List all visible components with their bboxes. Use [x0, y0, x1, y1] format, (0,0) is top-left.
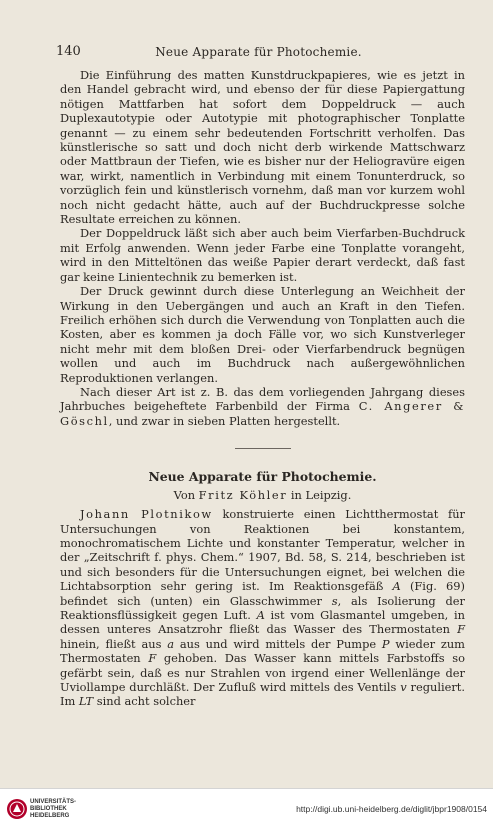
page-content	[60, 68, 465, 709]
paragraph-text: (Fig. 69) befindet sich (unten) ein Glasschwimmer	[60, 579, 465, 608]
library-name-line: BIBLIOTHEK	[30, 806, 67, 812]
author-prefix: Von	[173, 488, 199, 503]
symbol: a	[167, 636, 175, 651]
section-divider	[235, 448, 291, 449]
paragraph-text: , und zwar in sieben Platten hergestellt.	[108, 413, 341, 428]
person-name: Johann Plotnikow	[80, 507, 213, 522]
paragraph	[60, 385, 465, 428]
author-line	[60, 488, 465, 503]
symbol: A	[256, 608, 265, 622]
paragraph: Der Doppeldruck läßt sich aber auch beim Vierfarben-Buchdruck mit Erfolg anwenden. Wenn jeder Farbe eine Tonplatte vorangeht, wird in den Mitteltönen das weiße Papier derart verdeckt, daß fast gar keine Linientechnik zu bemerken ist.	[60, 226, 465, 284]
page-header	[56, 44, 461, 62]
paragraph-text: Nach dieser Art ist z. B. das dem vorliegenden Jahrgang dieses Jahrbuches beigeheftete Farbenbild der Firma	[60, 384, 465, 414]
library-name	[30, 799, 90, 820]
symbol: s	[331, 593, 338, 608]
paragraph-text: reguliert. Im	[60, 680, 465, 709]
symbol: F	[148, 651, 157, 666]
footer-bar	[0, 788, 493, 830]
paragraph: Der Druck gewinnt durch diese Unterlegung an Weichheit der Wirkung in den Uebergängen und auch an Kraft in den Tiefen. Freilich erhöhen sich durch die Verwendung von Tonplatten auch die Kosten, aber es kommen ja doch Fälle vor, wo sich Kunstverleger nicht mehr mit dem bloßen Drei- oder Vierfarbendruck begnügen wollen und auch im Buchdruck nach außergewöhnlichen Reproduktionen verlangen.	[60, 284, 465, 385]
paragraph-text: konstruierte einen Lichtthermostat für Untersuchungen von Reaktionen bei konstantem, monochromatischem Lichte und konstanter Temperatur, welcher in der „Zeitschrift f. phys. Chem.“ 1907, Bd. 58, S. 214, beschrieben ist und sich besonders für die Untersuchungen eignet, bei welchen die Lichtabsorption sehr gering ist. Im Reaktionsgefäß	[60, 507, 465, 594]
paragraph: Die Einführung des matten Kunstdruckpapieres, wie es jetzt in den Handel gebracht wird, und ebenso der für diese Papiergattung nötigen Mattfarben hat sofort dem Doppeldruck — auch Duplexautotypie oder Autotypie mit photographischer Tonplatte genannt — zu einem sehr bedeutenden Fortschritt verholfen. Das künstlerische so satt und doch nicht derb wirkende Mattschwarz oder Mattbraun der Tiefen, wie es bisher nur der Heliogravüre eigen war, wirkt, namentlich in Verbindung mit einem Tonunterdruck, so vorzüglich fein und künstlerisch vornehm, daß man vor kurzem wohl noch nicht gedacht hätte, auch auf der Buchdruckpresse solche Resultate erreichen zu können.	[60, 68, 465, 227]
permalink-url[interactable]: http://digi.ub.uni-heidelberg.de/diglit/jbpr1908/0154	[296, 804, 487, 814]
university-seal-icon	[6, 798, 28, 820]
author-suffix: in Leipzig.	[287, 488, 352, 503]
paragraph-text: hinein, fließt aus	[60, 636, 168, 651]
section-title: Neue Apparate für Photochemie.	[148, 469, 377, 485]
symbol: v	[400, 680, 407, 695]
paragraph-text: , als Isolierung der Reaktionsflüssigkeit gegen Luft.	[60, 593, 465, 622]
paragraph-text: ist vom Glasmantel umgeben, in dessen unteres Ansatzrohr fließt das Wasser des Thermostaten	[60, 608, 465, 637]
library-name-line: HEIDELBERG	[30, 813, 70, 819]
author-name: Fritz Köhler	[198, 488, 288, 503]
paragraph-text: sind acht solcher	[93, 694, 196, 709]
symbol: LT	[78, 694, 94, 709]
paragraph	[60, 507, 465, 709]
symbol: A	[392, 579, 401, 594]
page-number: 140	[56, 44, 81, 59]
firm-name: C. Angerer & Göschl	[60, 399, 465, 428]
symbol: F	[457, 622, 465, 637]
symbol: P	[381, 636, 390, 651]
library-name-line: UNIVERSITÄTS-	[30, 799, 77, 805]
paragraph-text: gehoben. Das Wasser kann mittels Farbstoffs so gefärbt sein, daß es nur Strahlen von irgend einer Wellenlänge der Uviollampe durchläßt. Der Zufluß wird mittels des Ventils	[60, 651, 465, 695]
paragraph-text: wieder zum Thermostaten	[60, 636, 465, 666]
running-title: Neue Apparate für Photochemie.	[155, 45, 362, 59]
paragraph-text: aus und wird mittels der Pumpe	[174, 636, 382, 651]
